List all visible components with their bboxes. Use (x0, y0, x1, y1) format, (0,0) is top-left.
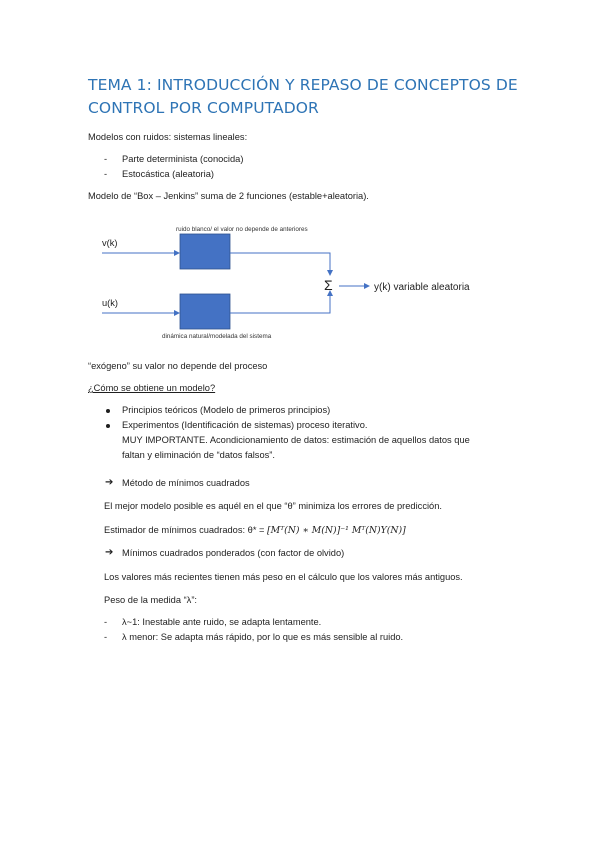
arrowhead (174, 250, 180, 256)
subheading-text: Método de mínimos cuadrados (122, 478, 250, 488)
list-item: Experimentos (Identificación de sistemas) proceso iterativo. (122, 420, 368, 430)
dash-marker: - (104, 154, 108, 164)
intro-text: Modelos con ruidos: sistemas lineales: (88, 132, 248, 142)
estimator-formula: [Mᵀ(N) ∗ M(N)]⁻¹ Mᵀ(N)Y(N)] (267, 525, 406, 536)
body-text: El mejor modelo posible es aquél en el que “θ” minimiza los errores de predicción. (104, 501, 442, 511)
sum-symbol: Σ (324, 277, 333, 293)
process-model-box (180, 294, 230, 329)
estimator-label: Estimador de mínimos cuadrados: θ* = (104, 525, 265, 535)
estimator-line (104, 524, 406, 537)
subheading-text: Mínimos cuadrados ponderados (con factor de olvido) (122, 548, 345, 558)
body-text: Los valores más recientes tienen más peso en el cálculo que los valores más antiguos. (104, 572, 463, 582)
diagram-bottom-caption: dinámica natural/modelada del sistema (162, 333, 272, 340)
bullet-marker (106, 409, 110, 413)
dash-marker: - (104, 169, 108, 179)
note-text: faltan y eliminación de “datos falsos”. (122, 450, 275, 460)
arrow-right-icon: ➔ (105, 547, 114, 558)
arrow-right-icon: ➔ (105, 477, 114, 488)
page-title: TEMA 1: INTRODUCCIÓN Y REPASO DE CONCEPTOS DE CONTROL POR COMPUTADOR (88, 76, 518, 117)
arrowhead (327, 270, 333, 276)
list-item: λ menor: Se adapta más rápido, por lo que es más sensible al ruido. (122, 632, 404, 642)
arrowhead (364, 283, 370, 289)
list-item: λ~1: Inestable ante ruido, se adapta lentamente. (122, 617, 322, 627)
arrow-noise-to-sum (230, 253, 330, 270)
section-heading: ¿Cómo se obtiene un modelo? (88, 383, 216, 393)
arrow-process-to-sum (230, 296, 330, 313)
diagram-top-caption: ruido blanco/ el valor no depende de anteriores (176, 226, 308, 233)
note-text: MUY IMPORTANTE. Acondicionamiento de datos: estimación de aquellos datos que (122, 435, 470, 445)
list-item: Parte determinista (conocida) (122, 154, 244, 164)
list-item: Principios teóricos (Modelo de primeros principios) (122, 405, 331, 415)
arrowhead (174, 310, 180, 316)
box-jenkins-text: Modelo de “Box – Jenkins” suma de 2 funciones (estable+aleatoria). (88, 191, 369, 201)
noise-model-box (180, 234, 230, 269)
diagram-output: y(k) variable aleatoria (374, 282, 470, 293)
dash-marker: - (104, 632, 108, 642)
diagram-input-u: u(k) (102, 298, 119, 308)
box-jenkins-diagram (88, 220, 508, 345)
dash-marker: - (104, 617, 108, 627)
body-text: Peso de la medida “λ”: (104, 595, 198, 605)
list-item: Estocástica (aleatoria) (122, 169, 214, 179)
bullet-marker (106, 424, 110, 428)
diagram-input-v: v(k) (102, 238, 118, 248)
exogeno-text: “exógeno” su valor no depende del proceso (88, 361, 268, 371)
